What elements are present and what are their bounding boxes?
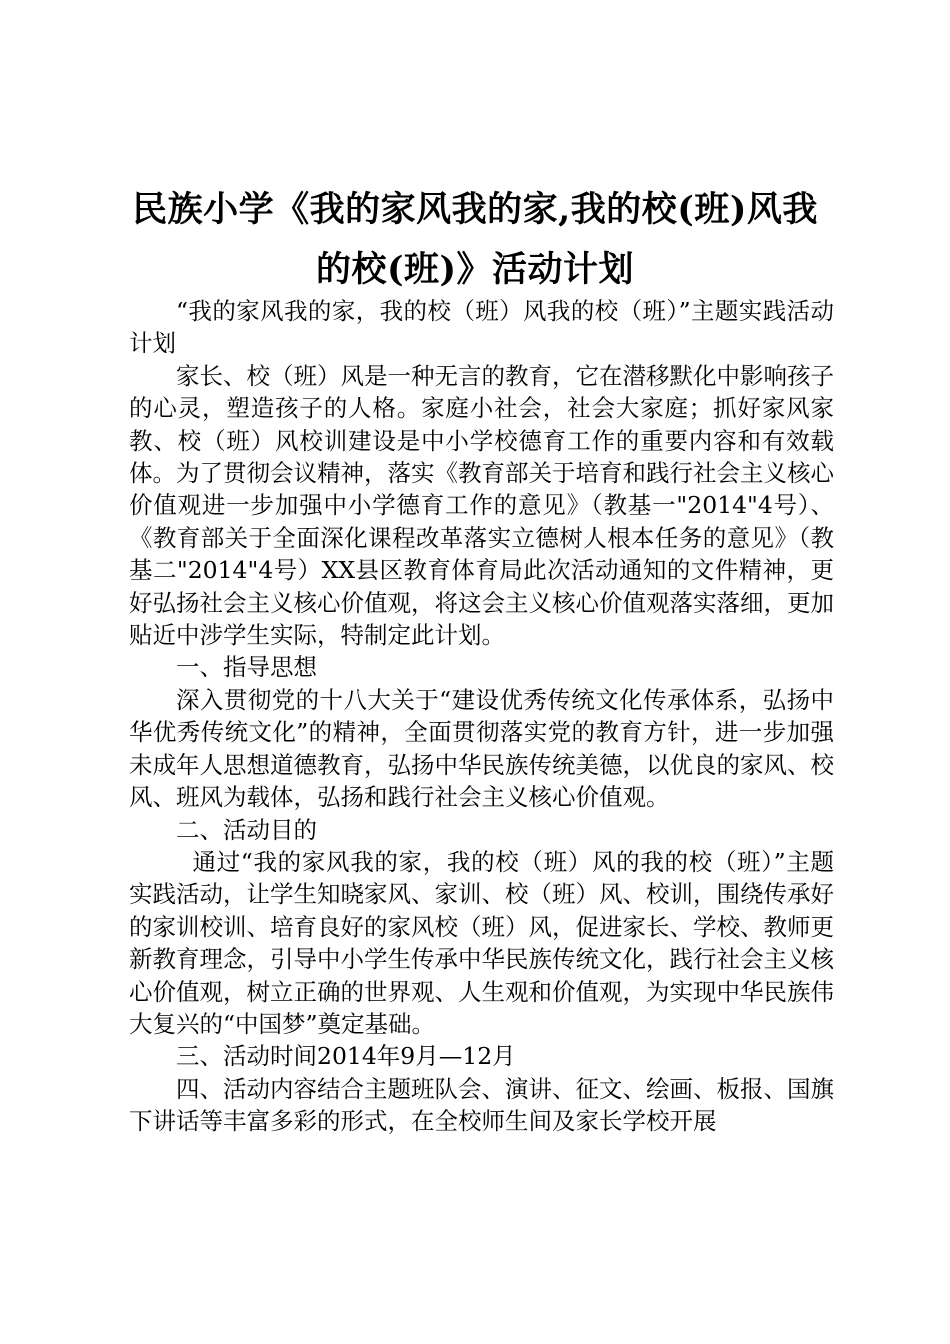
section-activity-time: 三、活动时间2014年9月—12月 [176,1042,516,1071]
paragraph-subtitle: “我的家风我的家，我的校（班）风我的校（班）”主题实践活动计划 [129,297,834,358]
section-heading-activity-purpose: 二、活动目的 [176,815,317,844]
paragraph-introduction: 家长、校（班）风是一种无言的教育，它在潜移默化中影响孩子的心灵，塑造孩子的人格。家庭小社会，社会大家庭；抓好家风家教、校（班）风校训建设是中小学校德育工作的重要内容和有效载体。为了贯彻会议精神，落实《教育部关于培育和践行社会主义核心价值观进一步加强中小学德育工作的意见》（教基一"2014"4号）、《教育部关于全面深化课程改革落实立德树人根本任务的意见》（教基二"2014"4号）XX县区教育体育局此次活动通知的文件精神，更好弘扬社会主义核心价值观，将这会主义核心价值观落实落细，更加贴近中涉学生实际，特制定此计划。 [129,361,834,650]
paragraph-activity-purpose: 通过“我的家风我的家，我的校（班）风的我的校（班）”主题实践活动，让学生知晓家风、家训、校（班）风、校训，围绕传承好的家训校训、培育良好的家风校（班）风，促进家长、学校、教师更新教育理念，引导中小学生传承中华民族传统文化，践行社会主义核心价值观，树立正确的世界观、人生观和价值观，为实现中华民族伟大复兴的“中国梦”奠定基础。 [129,847,834,1038]
section-heading-guiding-thought: 一、指导思想 [176,653,317,682]
document-title-line-2: 的校(班)》活动计划 [315,249,635,290]
document-body [129,295,834,1138]
paragraph-guiding-thought: 深入贯彻党的十八大关于“建设优秀传统文化传承体系，弘扬中华优秀传统文化”的精神，全面贯彻落实党的教育方针，进一步加强未成年人思想道德教育，弘扬中华民族传统美德，以优良的家风、校风、班风为载体，弘扬和践行社会主义核心价值观。 [129,685,834,812]
section-activity-content: 四、活动内容结合主题班队会、演讲、征文、绘画、板报、国旗下讲话等丰富多彩的形式，在全校师生间及家长学校开展 [129,1074,834,1136]
document-title-line-1: 民族小学《我的家风我的家,我的校(班)风我 [132,189,818,230]
